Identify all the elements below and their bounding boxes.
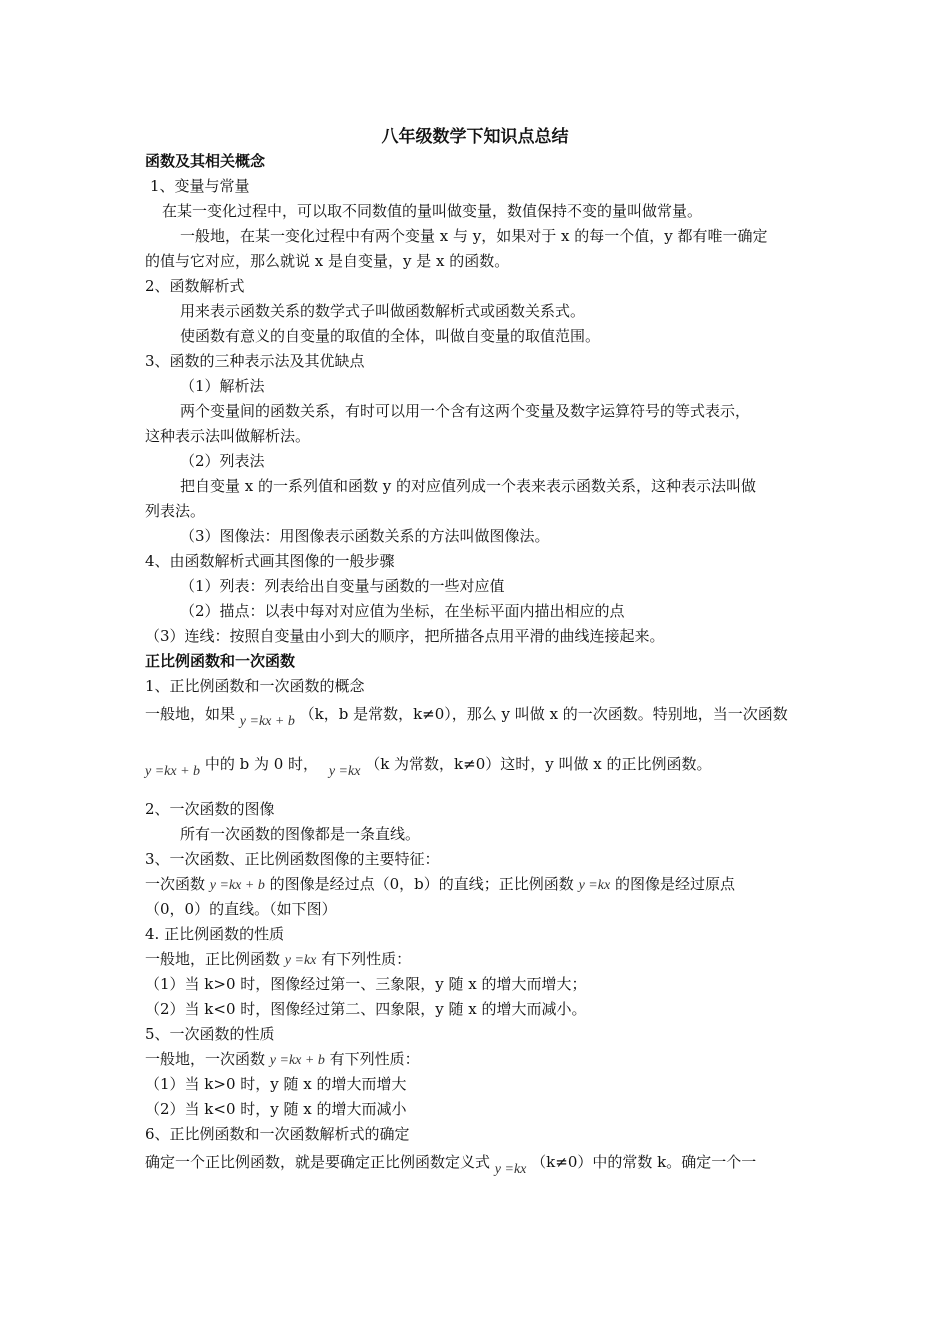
text-run: （k≠0）中的常数 k。确定一个一 — [531, 1153, 757, 1171]
list-item-label: （1）解析法 — [180, 377, 265, 395]
list-item: （3）连线：按照自变量由小到大的顺序，把所描各点用平滑的曲线连接起来。 — [145, 627, 665, 645]
paragraph-line: 一般地，在某一变化过程中有两个变量 x 与 y，如果对于 x 的每一个值，y 都有唯一确定 — [180, 227, 768, 245]
list-item: （1）列表：列表给出自变量与函数的一些对应值 — [180, 577, 505, 595]
subheading-expression: 2、函数解析式 — [145, 277, 245, 295]
formula: y =kx + b — [209, 878, 265, 893]
text-run: 有下列性质： — [329, 1050, 420, 1068]
subheading-representations: 3、函数的三种表示法及其优缺点 — [145, 352, 365, 370]
subheading-concepts: 1、正比例函数和一次函数的概念 — [145, 677, 365, 695]
formula: y =kx — [284, 953, 317, 968]
text-run: 一般地，如果 — [145, 705, 236, 723]
paragraph-line — [145, 1049, 420, 1071]
text-run: 一般地，正比例函数 — [145, 950, 281, 968]
paragraph-line: 用来表示函数关系的数学式子叫做函数解析式或函数关系式。 — [180, 302, 586, 320]
text-run: 一次函数 — [145, 875, 206, 893]
subheading-variables: 1、变量与常量 — [150, 177, 250, 195]
list-item: （2）描点：以表中每对对应值为坐标，在坐标平面内描出相应的点 — [180, 602, 625, 620]
text-run: 有下列性质： — [321, 950, 412, 968]
subheading-proportional-properties: 4. 正比例函数的性质 — [145, 925, 285, 943]
paragraph-line — [145, 874, 735, 896]
formula: y =kx + b — [269, 1053, 325, 1068]
paragraph-line: 的值与它对应，那么就说 x 是自变量，y 是 x 的函数。 — [145, 252, 510, 270]
paragraph-line: 这种表示法叫做解析法。 — [145, 427, 311, 445]
formula: y =kx + b — [239, 714, 295, 729]
list-item: （1）当 k>0 时，y 随 x 的增大而增大 — [145, 1075, 407, 1093]
list-item: （1）当 k>0 时，图像经过第一、三象限，y 随 x 的增大而增大； — [145, 975, 587, 993]
document-title: 八年级数学下知识点总结 — [381, 127, 569, 147]
text-run: 的图像是经过点（0，b）的直线；正比例函数 — [269, 875, 574, 893]
section-heading-linear-functions: 正比例函数和一次函数 — [145, 652, 296, 670]
list-item: （2）当 k<0 时，y 随 x 的增大而减小 — [145, 1100, 407, 1118]
paragraph-line: 列表法。 — [145, 502, 206, 520]
paragraph-line: 使函数有意义的自变量的取值的全体，叫做自变量的取值范围。 — [180, 327, 601, 345]
text-run: （k，b 是常数，k≠0），那么 y 叫做 x 的一次函数。特别地，当一次函数 — [299, 705, 788, 723]
text-run: （k 为常数，k≠0）这时，y 叫做 x 的正比例函数。 — [365, 755, 712, 773]
list-item: （2）当 k<0 时，图像经过第二、四象限，y 随 x 的增大而减小。 — [145, 1000, 587, 1018]
text-run: 一般地，一次函数 — [145, 1050, 266, 1068]
paragraph-line — [145, 754, 712, 779]
formula: y =kx — [578, 878, 611, 893]
formula: y =kx — [494, 1162, 527, 1177]
text-run: 的图像是经过原点 — [614, 875, 735, 893]
paragraph-line: 所有一次函数的图像都是一条直线。 — [180, 825, 421, 843]
paragraph-line: 在某一变化过程中，可以取不同数值的量叫做变量，数值保持不变的量叫做常量。 — [162, 202, 703, 220]
paragraph-line: 把自变量 x 的一系列值和函数 y 的对应值列成一个表来表示函数关系，这种表示法叫做 — [180, 477, 757, 495]
text-run: 确定一个正比例函数，就是要确定正比例函数定义式 — [145, 1153, 491, 1171]
paragraph-line — [145, 1152, 757, 1177]
list-item-label: （3）图像法：用图像表示函数关系的方法叫做图像法。 — [180, 527, 550, 545]
formula: y =kx — [328, 764, 361, 779]
subheading-determine-expression: 6、正比例函数和一次函数解析式的确定 — [145, 1125, 410, 1143]
formula: y =kx + b — [145, 764, 201, 779]
paragraph-line: （0，0）的直线。（如下图） — [145, 900, 337, 918]
subheading-plot-steps: 4、由函数解析式画其图像的一般步骤 — [145, 552, 395, 570]
paragraph-line: 两个变量间的函数关系，有时可以用一个含有这两个变量及数字运算符号的等式表示， — [180, 402, 751, 420]
subheading-linear-properties: 5、一次函数的性质 — [145, 1025, 275, 1043]
section-heading-functions: 函数及其相关概念 — [145, 152, 266, 170]
paragraph-line — [145, 704, 788, 729]
subheading-graph-features: 3、一次函数、正比例函数图像的主要特征： — [145, 850, 440, 868]
text-run: 中的 b 为 0 时， — [204, 755, 319, 773]
list-item-label: （2）列表法 — [180, 452, 265, 470]
subheading-linear-graph: 2、一次函数的图像 — [145, 800, 275, 818]
paragraph-line — [145, 949, 411, 971]
